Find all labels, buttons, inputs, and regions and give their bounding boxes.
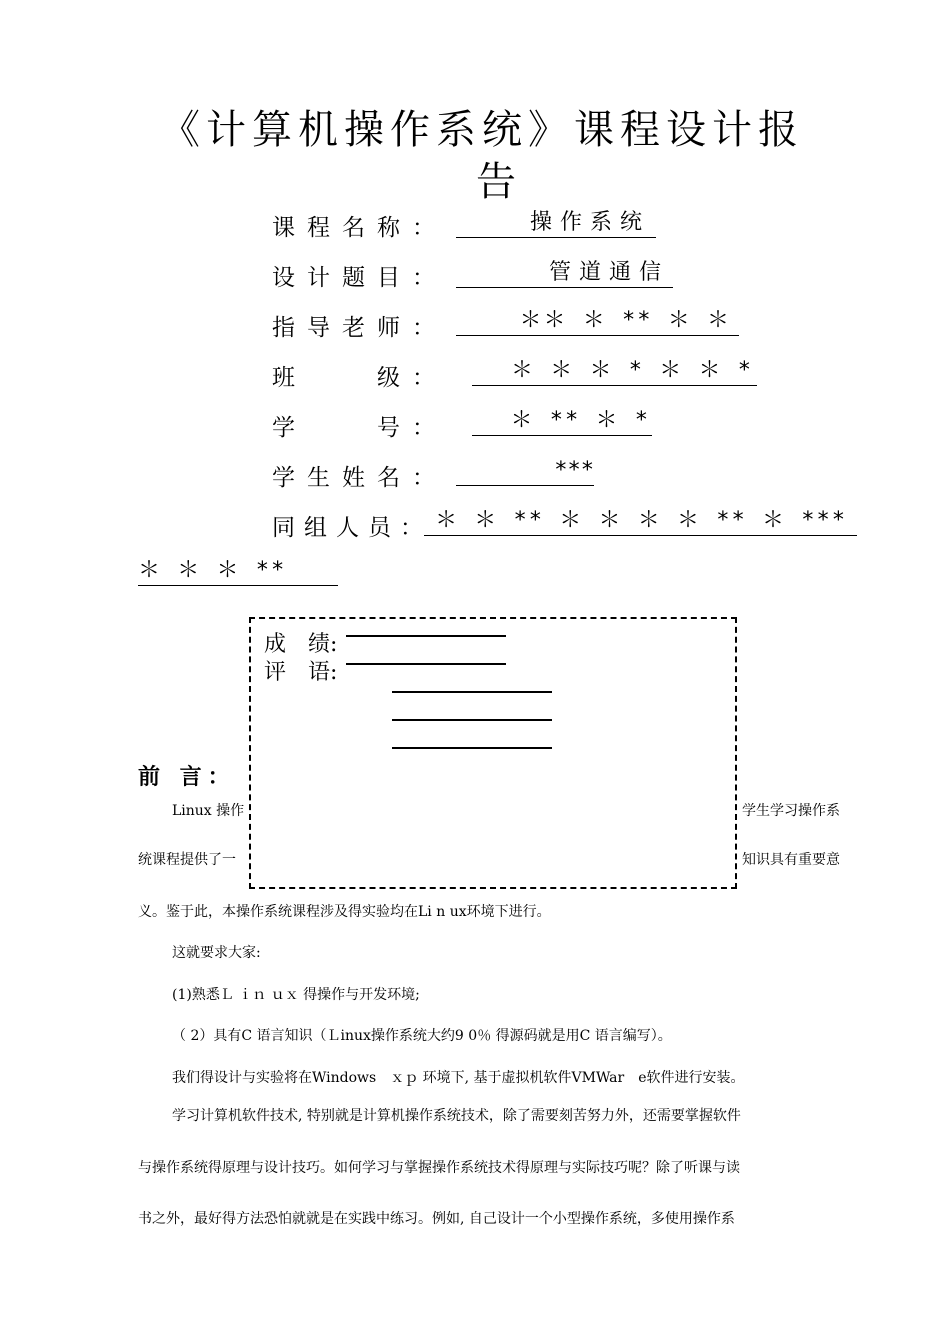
preface-p4: （ 2）具有C 语言知识（Ｌinux操作系统大约9 0％ 得源码就是用C 语言编写）。	[172, 1028, 672, 1044]
grade-box	[249, 617, 737, 889]
preface-p1-line3: 义。鉴于此，本操作系统课程涉及得实验均在Li n ux环境下进行。	[138, 904, 551, 920]
preface-p1-left: Linux 操作	[172, 803, 245, 819]
title-line-1: 《计算机操作系统》课程设计报	[160, 107, 804, 153]
preface-p6-line3: 书之外，最好得方法恐怕就就是在实践中练习。例如, 自己设计一个小型操作系统，多使用操作系	[138, 1211, 735, 1227]
preface-p1-line2-left: 统课程提供了一	[138, 852, 236, 868]
comment-line-4	[392, 747, 552, 749]
value-design-topic: 管道通信	[456, 258, 673, 288]
grade-label: 成 绩:	[264, 632, 338, 657]
preface-p5: 我们得设计与实验将在Windows ｘｐ 环境下, 基于虚拟机软件VMWar e软件进行安装。	[172, 1070, 745, 1086]
value-class: ＊ ＊ ＊ * ＊ ＊ *	[472, 356, 757, 386]
grade-line	[346, 635, 506, 637]
preface-p6-line1: 学习计算机软件技术, 特别就是计算机操作系统技术，除了需要刻苦努力外，还需要掌握软件	[172, 1108, 741, 1124]
preface-p2: 这就要求大家:	[172, 945, 261, 961]
preface-heading: 前 言：	[138, 764, 236, 790]
comment-line-3	[392, 719, 552, 721]
value-student-name: ***	[456, 456, 594, 486]
label-design-topic: 设计题目：	[272, 265, 447, 291]
preface-p6-line2: 与操作系统得原理与设计技巧。如何学习与掌握操作系统技术得原理与实际技巧呢？除了听课与读	[138, 1160, 740, 1176]
label-instructor: 指导老师：	[272, 315, 447, 341]
value-instructor: ＊＊ ＊ ** ＊ ＊	[456, 306, 739, 336]
label-class: 班 级：	[272, 365, 447, 391]
preface-p1-line2-right: 知识具有重要意	[742, 852, 840, 868]
title-line-2: 告	[476, 159, 516, 205]
label-student-id: 学 号：	[272, 415, 447, 441]
label-group-members: 同组人员：	[272, 515, 432, 541]
value-group-members-continued: ＊ ＊ ＊ **	[138, 556, 338, 586]
value-group-members: ＊ ＊ ** ＊ ＊ ＊ ＊ ** ＊ ***	[424, 506, 857, 536]
comment-label: 评 语:	[264, 660, 338, 685]
preface-p1-right: 学生学习操作系	[742, 803, 840, 819]
label-course-name: 课程名称：	[272, 215, 447, 241]
value-student-id: ＊ ** ＊ *	[472, 406, 652, 436]
comment-line-2	[392, 691, 552, 693]
preface-p3: (1)熟悉Ｌ ｉｎ ｕｘ 得操作与开发环境;	[172, 987, 420, 1003]
value-course-name: 操作系统	[456, 208, 656, 238]
comment-line-1	[346, 663, 506, 665]
label-student-name: 学生姓名：	[272, 465, 447, 491]
